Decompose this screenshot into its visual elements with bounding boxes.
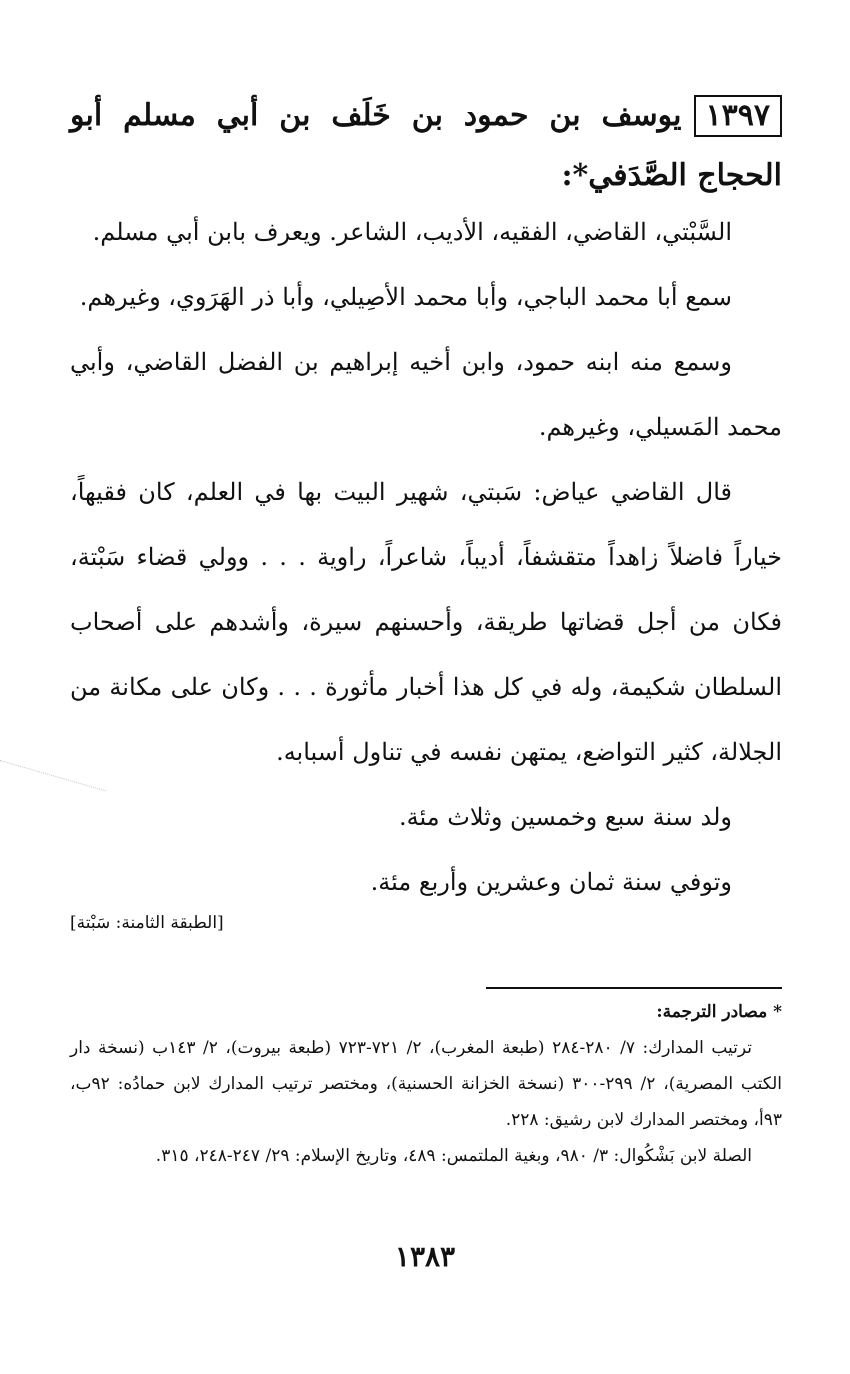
entry-title: يوسف بن حمود بن خَلَف بن أبي مسلم أبو الحجاج الصَّدَفي*: [70, 98, 782, 193]
tabaqa-note [70, 913, 782, 933]
page-number: ١٣٨٣ [394, 1240, 456, 1273]
paragraph-birth: ولد سنة سبع وخمسين وثلاث مئة. [399, 803, 732, 831]
sources-heading: * مصادر الترجمة: [656, 1002, 782, 1022]
tabaqa-text: [الطبقة الثامنة: سَبْتة] [70, 913, 224, 933]
paragraph-iyad-quote: قال القاضي عياض: سَبتي، شهير البيت بها في العلم، كان فقيهاً، خياراً فاضلاً زاهداً متقشفاً، أديباً، شاعراً، راوية . . . وولي قضاء سَبْتة، فكان من أجل قضاتها طريقة، وأحسنهم سيرة، وأشدهم على أصحاب السلطان شكيمة، وله في كل هذا أخبار مأثورة . . . وكان على مكانة من الجلالة، كثير التواضع، يمتهن نفسه في تناول أسبابه. [70, 478, 782, 766]
source-item: ترتيب المدارك: ٧/ ٢٨٠-٢٨٤ (طبعة المغرب)، ٢/ ٧٢١-٧٢٣ (طبعة بيروت)، ٢/ ١٤٣ب (نسخة دار الكتب المصرية)، ٢/ ٢٩٩-٣٠٠ (نسخة الخزانة الحسنية)، ومختصر ترتيب المدارك لابن حمادُه: ٩٢ب، ٩٣أ، ومختصر المدارك لابن رشيق: ٢٢٨. [70, 1038, 782, 1130]
paragraph-nisba: السَّبْتي، القاضي، الفقيه، الأديب، الشاعر. ويعرف بابن أبي مسلم. [92, 218, 732, 246]
paragraph-students: وسمع منه ابنه حمود، وابن أخيه إبراهيم بن الفضل القاضي، وأبي محمد المَسيلي، وغيرهم. [70, 348, 782, 441]
paragraph-teachers: سمع أبا محمد الباجي، وأبا محمد الأصِيلي، وأبا ذر الهَرَوي، وغيرهم. [79, 283, 732, 311]
entry-heading [70, 86, 782, 206]
footnote-sources [70, 994, 782, 1174]
paragraph-death: وتوفي سنة ثمان وعشرين وأربع مئة. [370, 868, 732, 896]
entry-body [70, 200, 782, 915]
source-item: الصلة لابن بَشْكُوال: ٣/ ٩٨٠، وبغية الملتمس: ٤٨٩، وتاريخ الإسلام: ٢٩/ ٢٤٧-٢٤٨، ٣١٥. [155, 1146, 752, 1166]
entry-number-box: ١٣٩٧ [694, 95, 782, 137]
footnote-divider [486, 987, 782, 989]
